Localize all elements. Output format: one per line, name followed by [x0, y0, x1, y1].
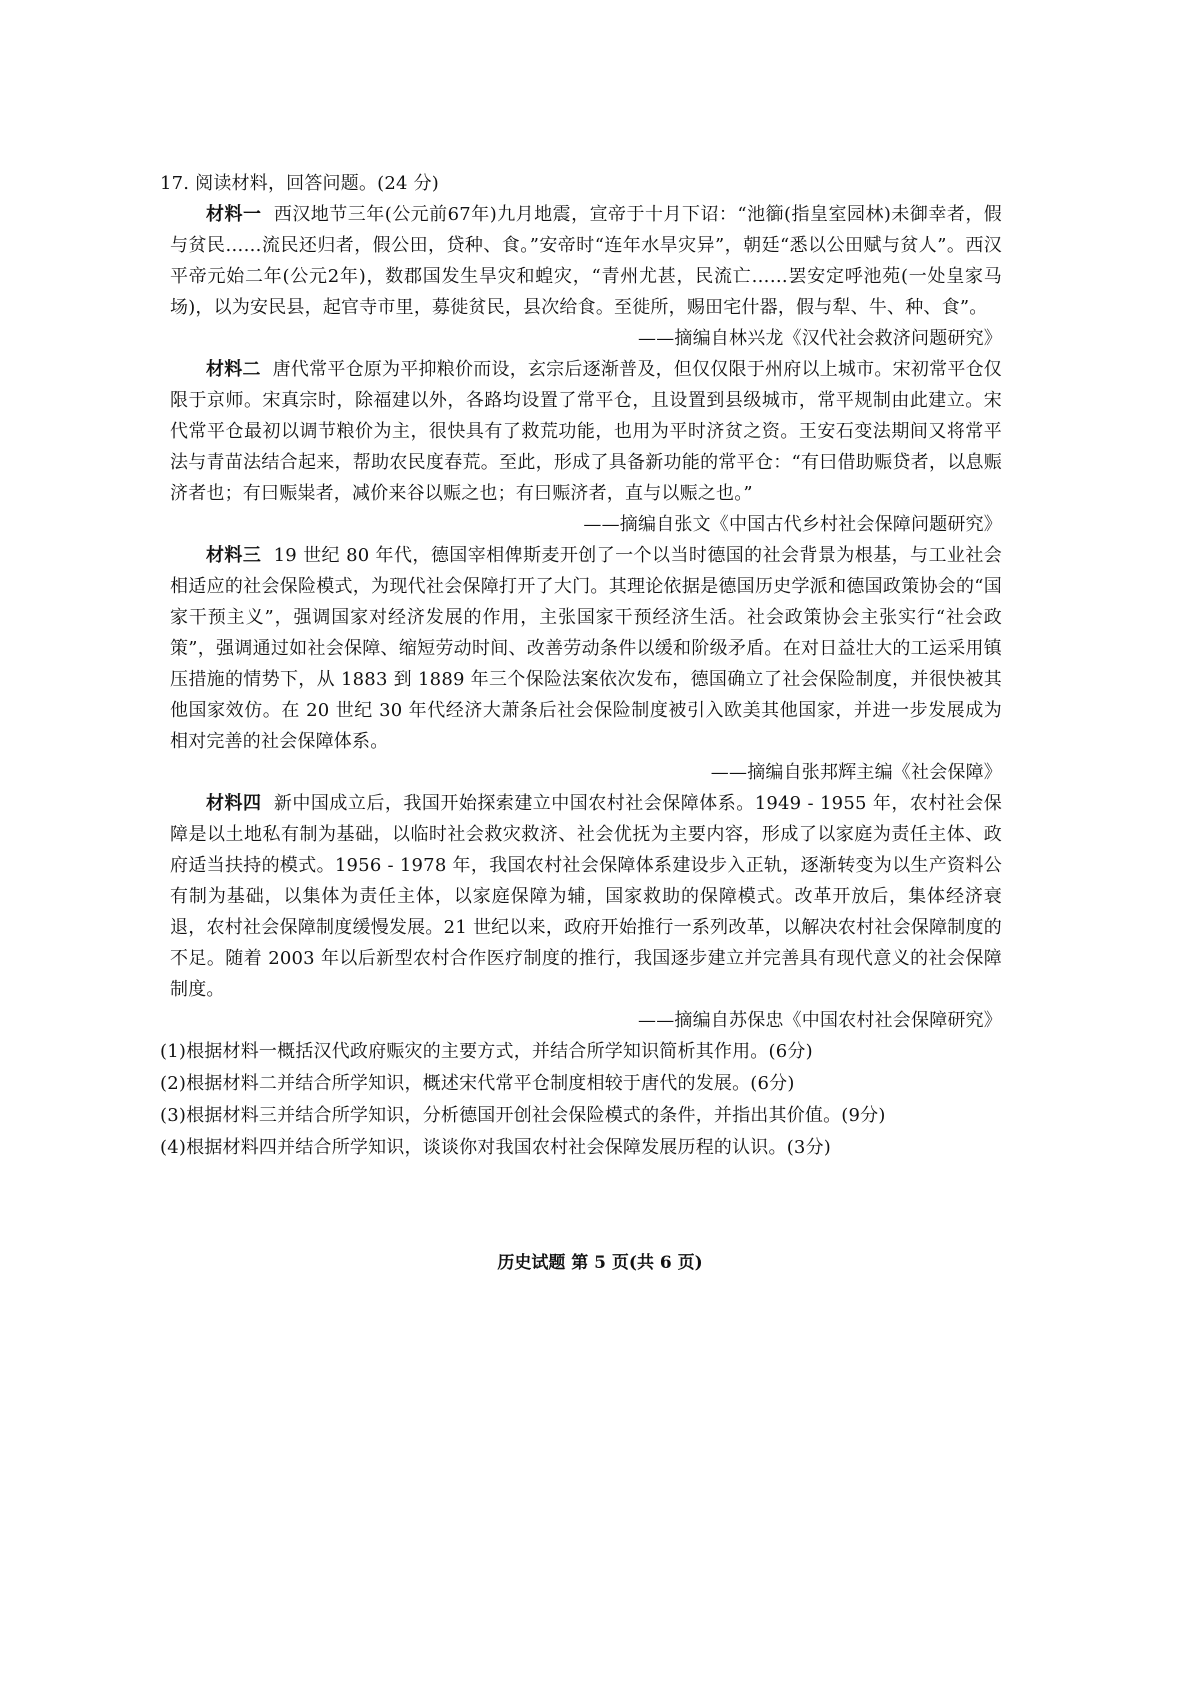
material-text: 西汉地节三年(公元前67年)九月地震，宣帝于十月下诏：“池篽(指皇室园林)未御幸者，假与贫民……流民还归者，假公田，贷种、食。”安帝时“连年水旱灾异”，朝廷“悉以公田赋与贫人”。西汉平帝元始二年(公元2年)，数郡国发生旱灾和蝗灾，“青州尤甚，民流亡……罢安定呼池苑(一处皇家马场)，以为安民县，起官寺市里，募徙贫民，县次给食。至徙所，赐田宅什器，假与犁、牛、种、食”。 — [170, 204, 1003, 318]
material-text: 唐代常平仓原为平抑粮价而设，玄宗后逐渐普及，但仅仅限于州府以上城市。宋初常平仓仅限于京师。宋真宗时，除福建以外，各路均设置了常平仓，且设置到县级城市，常平规制由此建立。宋代常平仓最初以调节粮价为主，很快具有了救荒功能，也用为平时济贫之资。王安石变法期间又将常平法与青苗法结合起来，帮助农民度春荒。至此，形成了具备新功能的常平仓：“有曰借助赈贷者，以息赈济者也；有曰赈粜者，减价来谷以赈之也；有曰赈济者，直与以赈之也。” — [170, 359, 1003, 504]
material-source: ——摘编自苏保忠《中国农村社会保障研究》 — [638, 1010, 1002, 1031]
subquestion-4: (4)根据材料四并结合所学知识，谈谈你对我国农村社会保障发展历程的认识。(3分) — [160, 1137, 831, 1158]
material-2 — [170, 354, 1002, 509]
material-label: 材料一 — [206, 204, 262, 225]
material-text: 新中国成立后，我国开始探索建立中国农村社会保障体系。1949 - 1955 年，农村社会保障是以土地私有制为基础，以临时社会救灾救济、社会优抚为主要内容，形成了以家庭为责任主体、政府适当扶持的模式。1956 - 1978 年，我国农村社会保障体系建设步入正轨，逐渐转变为以生产资料公有制为基础，以集体为责任主体，以家庭保障为辅，国家救助的保障模式。改革开放后，集体经济衰退，农村社会保障制度缓慢发展。21 世纪以来，政府开始推行一系列改革，以解决农村社会保障制度的不足。随着 2003 年以后新型农村合作医疗制度的推行，我国逐步建立并完善具有现代意义的社会保障制度。 — [170, 793, 1002, 1000]
material-4 — [170, 788, 1002, 1005]
subquestion-3: (3)根据材料三并结合所学知识，分析德国开创社会保险模式的条件，并指出其价值。(9分) — [160, 1105, 886, 1126]
material-text: 19 世纪 80 年代，德国宰相俾斯麦开创了一个以当时德国的社会背景为根基，与工业社会相适应的社会保险模式，为现代社会保障打开了大门。其理论依据是德国历史学派和德国政策协会的“国家干预主义”，强调国家对经济发展的作用，主张国家干预经济生活。社会政策协会主张实行“社会政策”，强调通过如社会保障、缩短劳动时间、改善劳动条件以缓和阶级矛盾。在对日益壮大的工运采用镇压措施的情势下，从 1883 到 1889 年三个保险法案依次发布，德国确立了社会保险制度，并很快被其他国家效仿。在 20 世纪 30 年代经济大萧条后社会保险制度被引入欧美其他国家，并进一步发展成为相对完善的社会保障体系。 — [170, 545, 1002, 752]
material-source: ——摘编自林兴龙《汉代社会救济问题研究》 — [638, 328, 1002, 349]
material-label: 材料四 — [206, 793, 262, 814]
material-label: 材料三 — [206, 545, 262, 566]
material-label: 材料二 — [206, 359, 261, 380]
subquestion-list — [160, 1036, 1002, 1164]
material-source: ——摘编自张邦辉主编《社会保障》 — [710, 762, 1002, 783]
material-3 — [170, 540, 1002, 757]
subquestion-2: (2)根据材料二并结合所学知识，概述宋代常平仓制度相较于唐代的发展。(6分) — [160, 1073, 795, 1094]
page-footer: 历史试题 第 5 页(共 6 页) — [497, 1253, 703, 1273]
question-17 — [160, 168, 1003, 1164]
question-heading: 17. 阅读材料，回答问题。(24 分) — [160, 173, 440, 194]
material-source: ——摘编自张文《中国古代乡村社会保障问题研究》 — [583, 514, 1002, 535]
material-1 — [170, 199, 1002, 323]
subquestion-1: (1)根据材料一概括汉代政府赈灾的主要方式，并结合所学知识简析其作用。(6分) — [160, 1041, 813, 1062]
